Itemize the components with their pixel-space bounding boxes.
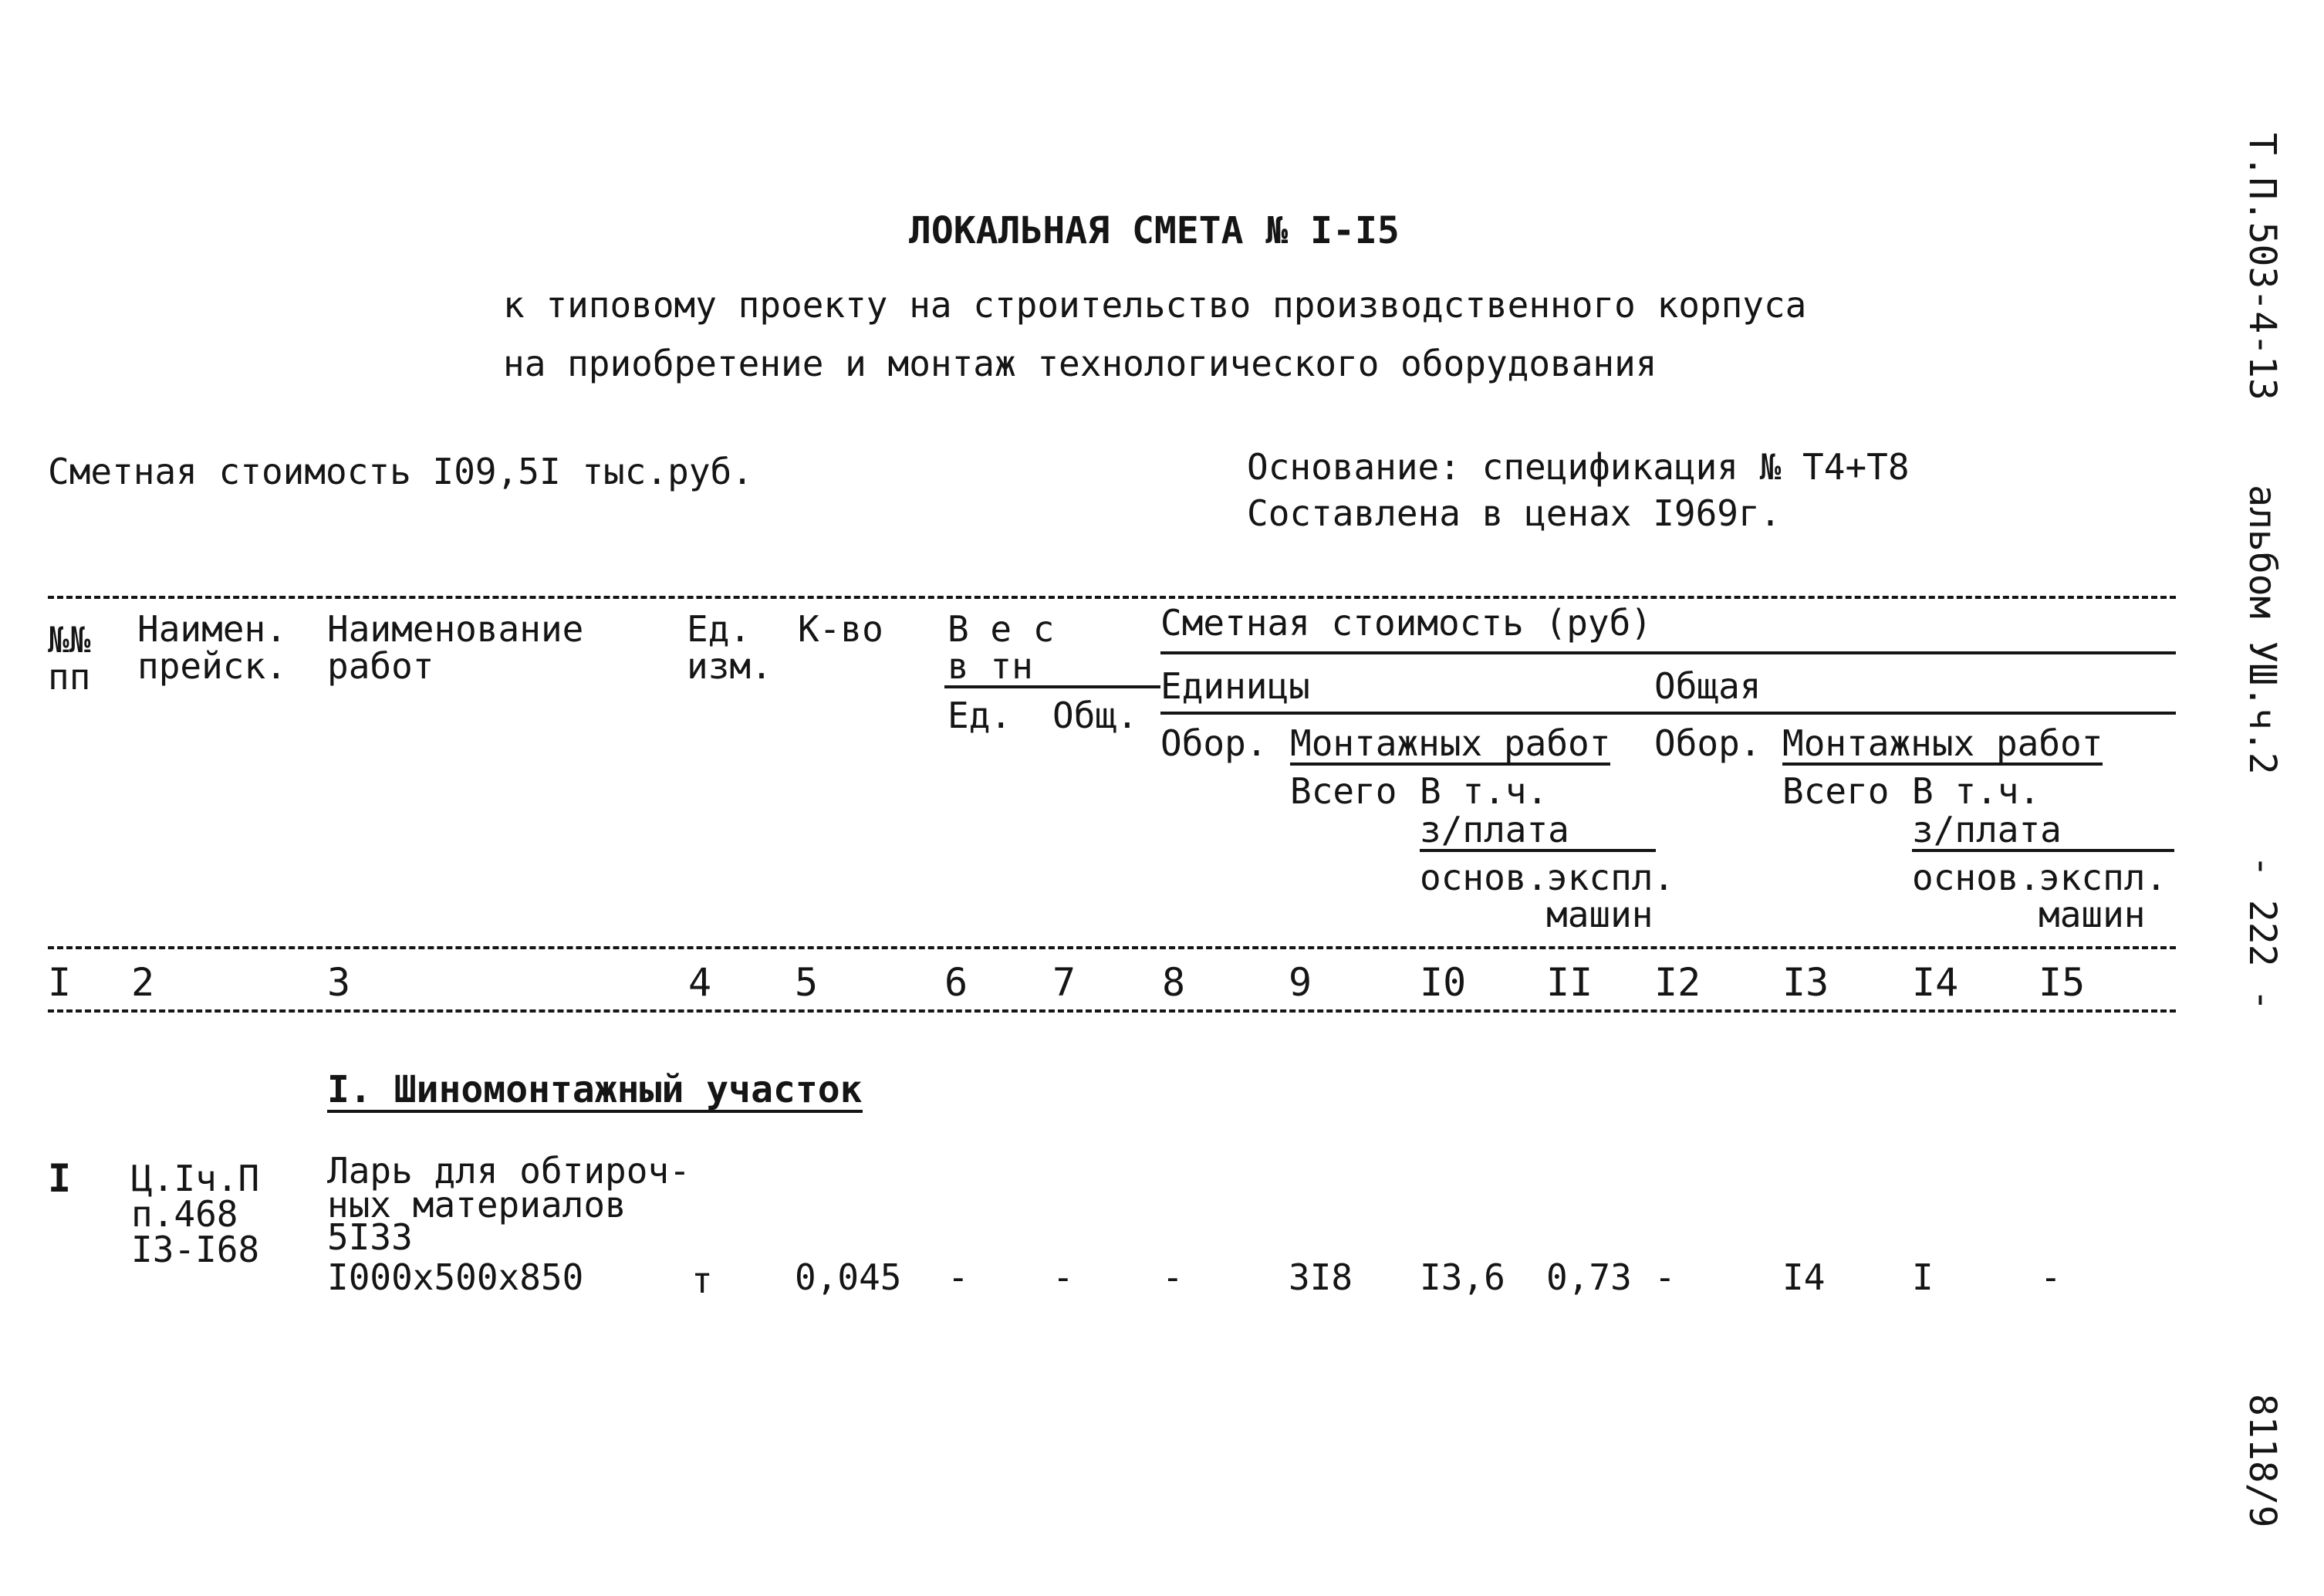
header-cost: Сметная стоимость (руб)	[1160, 602, 1652, 644]
unit-total-divider	[1160, 712, 2176, 715]
header-equip-unit: Обор.	[1160, 722, 1268, 764]
header-unit-line1: Ед.	[687, 608, 752, 650]
row-machines-total: -	[2040, 1256, 2062, 1298]
row-wage-total: I	[1912, 1256, 1934, 1298]
column-number: 5	[795, 960, 819, 1005]
column-number: I4	[1912, 960, 1959, 1005]
header-equip-total: Обор.	[1654, 722, 1762, 764]
header-all-total: Всего	[1782, 770, 1890, 812]
row-equip-unit: -	[1162, 1256, 1184, 1298]
row-pricelist-line1: Ц.Iч.П	[131, 1158, 260, 1199]
row-unit: т	[691, 1260, 713, 1301]
header-weight-line2: в тн	[948, 645, 1033, 687]
header-per-unit: Единицы	[1160, 665, 1310, 707]
column-number: 3	[327, 960, 351, 1005]
column-number: 8	[1162, 960, 1186, 1005]
column-number: 4	[688, 960, 712, 1005]
project-code: Т.П.503-4-13	[2241, 133, 2284, 401]
column-number: I	[48, 960, 72, 1005]
row-name-line1: Ларь для обтироч-	[327, 1150, 691, 1192]
header-all-unit: Всего	[1290, 770, 1397, 812]
row-weight-total: -	[1052, 1256, 1074, 1298]
header-wage-unit: з/плата	[1420, 812, 1656, 852]
header-total: Общая	[1654, 665, 1762, 707]
header-num-line1: №№	[48, 619, 91, 661]
column-number: I0	[1420, 960, 1467, 1005]
document-subtitle-line2: на приобретение и монтаж технологического оборудования	[503, 343, 1657, 384]
header-machines-unit-line2: машин	[1546, 894, 1653, 935]
header-machines-total-line2: машин	[2039, 894, 2146, 935]
row-wage-unit: I3,6	[1420, 1256, 1505, 1298]
header-install-total: Монтажных работ	[1782, 722, 2103, 764]
column-numbers-bottom-rule	[48, 1009, 2176, 1013]
section-title: I. Шиномонтажный участок	[327, 1068, 863, 1111]
prices-note: Составлена в ценах I969г.	[1247, 492, 1782, 534]
sheet-number: 8118/9	[2241, 1394, 2284, 1528]
header-work-line2: работ	[327, 645, 434, 687]
row-name-line2: ных материалов	[327, 1184, 627, 1226]
document-title: ЛОКАЛЬНАЯ СМЕТА № I-I5	[909, 209, 1400, 252]
row-equip-total: -	[1654, 1256, 1676, 1298]
row-qty: 0,045	[795, 1256, 902, 1298]
row-pricelist-line3: I3-I68	[131, 1229, 260, 1270]
header-qty: К-во	[798, 608, 883, 650]
page-number: - 222 -	[2241, 855, 2284, 1012]
header-weight-line1: В е с	[948, 608, 1055, 650]
header-machines-unit-line1: экспл.	[1546, 857, 1675, 898]
column-number: I5	[2039, 960, 2086, 1005]
column-number: II	[1546, 960, 1593, 1005]
table-top-rule	[48, 596, 2176, 599]
header-install-unit: Монтажных работ	[1290, 722, 1611, 764]
row-machines-unit: 0,73	[1546, 1256, 1632, 1298]
estimated-cost: Сметная стоимость I09,5I тыс.руб.	[48, 451, 753, 492]
header-unit-line2: изм.	[687, 645, 772, 687]
column-number: 2	[131, 960, 155, 1005]
column-number: I3	[1782, 960, 1829, 1005]
column-number: 9	[1289, 960, 1312, 1005]
header-pricelist-line2: прейск.	[137, 645, 287, 687]
row-name-line3: 5I33	[327, 1216, 413, 1258]
header-work-line1: Наименование	[327, 608, 584, 650]
header-bottom-rule	[48, 946, 2176, 949]
row-pricelist-line2: п.468	[131, 1193, 238, 1235]
basis-note: Основание: спецификация № Т4+Т8	[1247, 446, 1910, 488]
cost-divider	[1160, 651, 2176, 654]
header-weight-total: Общ.	[1052, 695, 1138, 736]
album-label: альбом УШ.ч.2	[2241, 485, 2284, 775]
header-incl-unit: В т.ч.	[1420, 770, 1549, 812]
row-number: I	[48, 1156, 72, 1201]
document-subtitle-line1: к типовому проекту на строительство производственного корпуса	[503, 284, 1807, 326]
header-wage-total: з/плата	[1912, 812, 2174, 852]
header-basic-total: основ.	[1912, 857, 2041, 898]
header-machines-total-line1: экспл.	[2039, 857, 2167, 898]
header-incl-total: В т.ч.	[1912, 770, 2041, 812]
column-number: 6	[944, 960, 968, 1005]
column-number: I2	[1654, 960, 1701, 1005]
header-weight-unit: Ед.	[948, 695, 1012, 736]
row-name-line4: I000х500х850	[327, 1256, 584, 1298]
row-install-total: I4	[1782, 1256, 1826, 1298]
row-weight-unit: -	[948, 1256, 969, 1298]
weight-divider	[944, 685, 1160, 688]
header-pricelist-line1: Наимен.	[137, 608, 287, 650]
row-install-unit: 3I8	[1289, 1256, 1353, 1298]
header-num-line2: пп	[48, 656, 91, 698]
column-number: 7	[1052, 960, 1076, 1005]
header-basic-unit: основ.	[1420, 857, 1549, 898]
